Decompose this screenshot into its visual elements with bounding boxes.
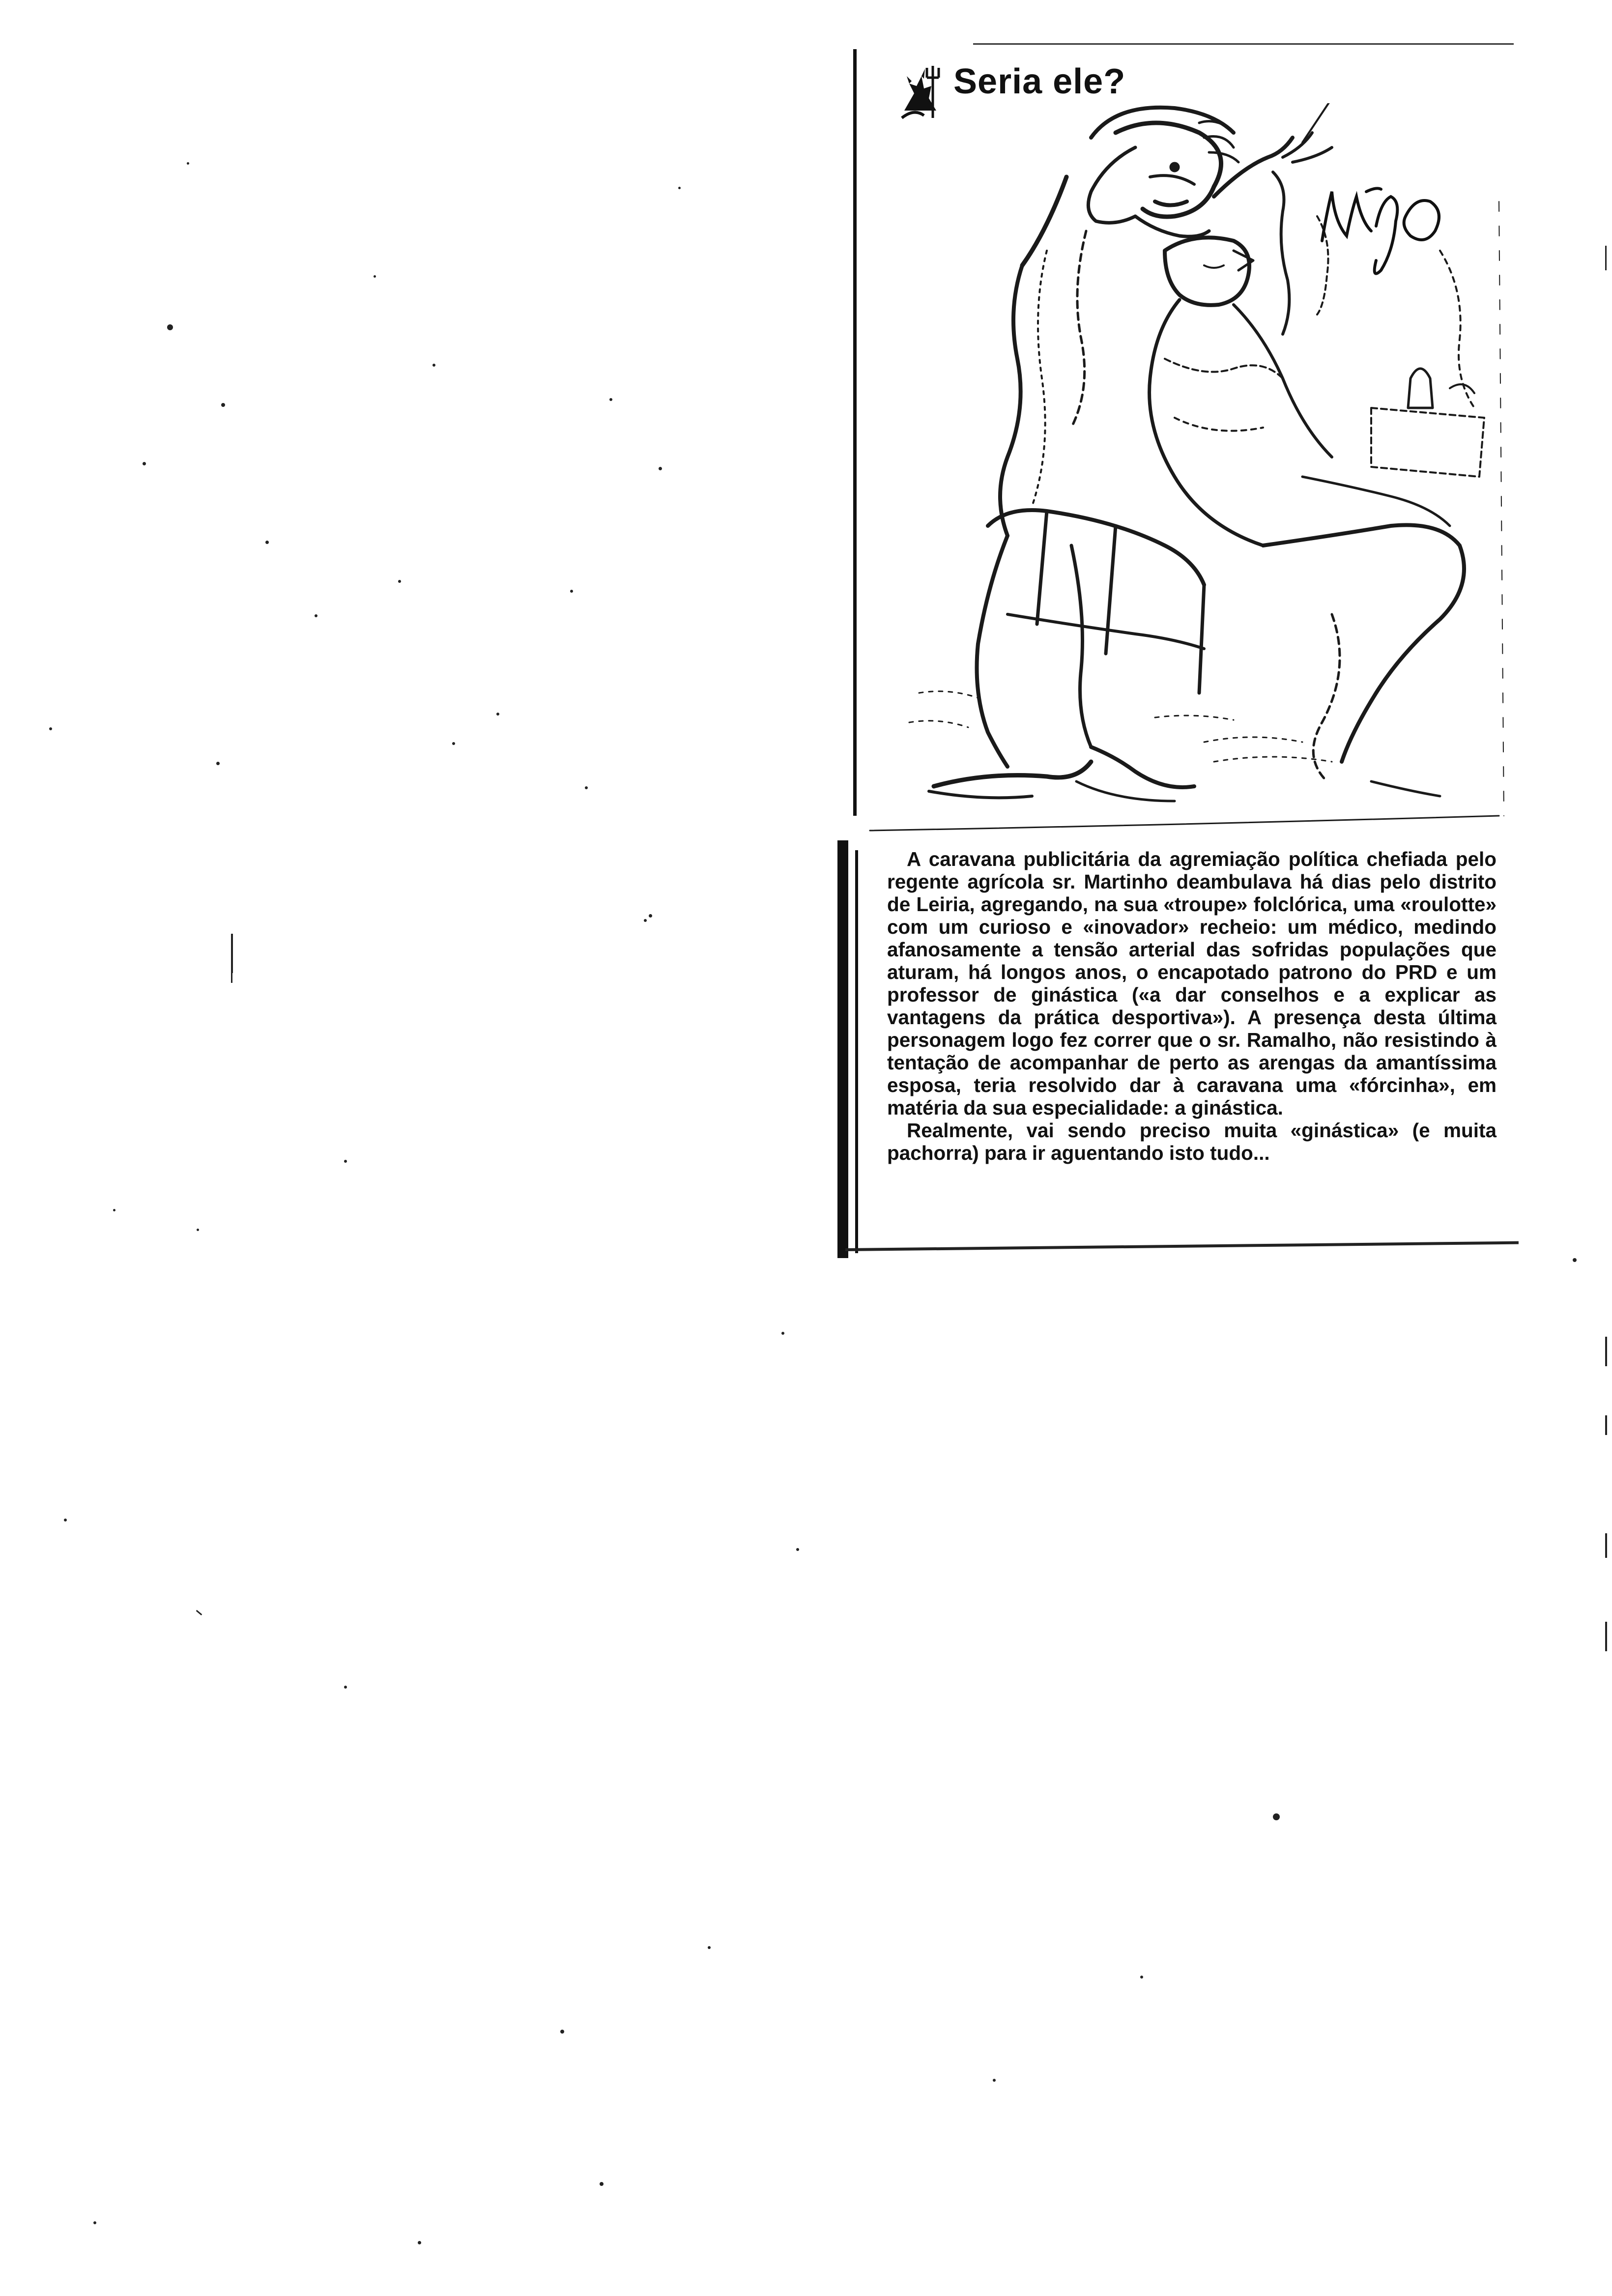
- clipping-left-rule: [853, 49, 857, 816]
- article-paragraph: Realmente, vai sendo preciso muita «ginástica» (e muita pachorra) para ir aguentando isto tudo...: [887, 1119, 1497, 1164]
- clipping-left-rule-thin: [855, 850, 858, 1253]
- clipping-top-rule: [973, 43, 1514, 45]
- cartoonist-signature: [1322, 188, 1439, 273]
- cartoon-illustration: [860, 103, 1509, 870]
- newspaper-clipping: [835, 34, 1519, 1258]
- article-headline: Seria ele?: [953, 62, 1126, 101]
- article-body: [887, 848, 1497, 1164]
- article-paragraph: A caravana publicitária da agremiação política chefiada pelo regente agrícola sr. Martinho deambulava há dias pelo distrito de Leiria, agregando, na sua «troupe» folclórica, uma «roulotte» com um curioso e «inovador» recheio: um médico, medindo afanosamente a tensão arterial das sofridas populações que aturam, há longos anos, o encapotado patrono do PRD e um professor de ginástica («a dar conselhos e a explicar as vantagens da prática desportiva»). A presença desta última personagem logo fez correr que o sr. Ramalho, não resistindo à tentação de acompanhar de perto as arengas da amantíssima esposa, teria resolvido dar à caravana uma «fórcinha», em matéria da sua especialidade: a ginástica.: [887, 848, 1497, 1119]
- clipping-bottom-rule: [845, 1241, 1519, 1251]
- clipping-left-rule-thick: [837, 840, 848, 1258]
